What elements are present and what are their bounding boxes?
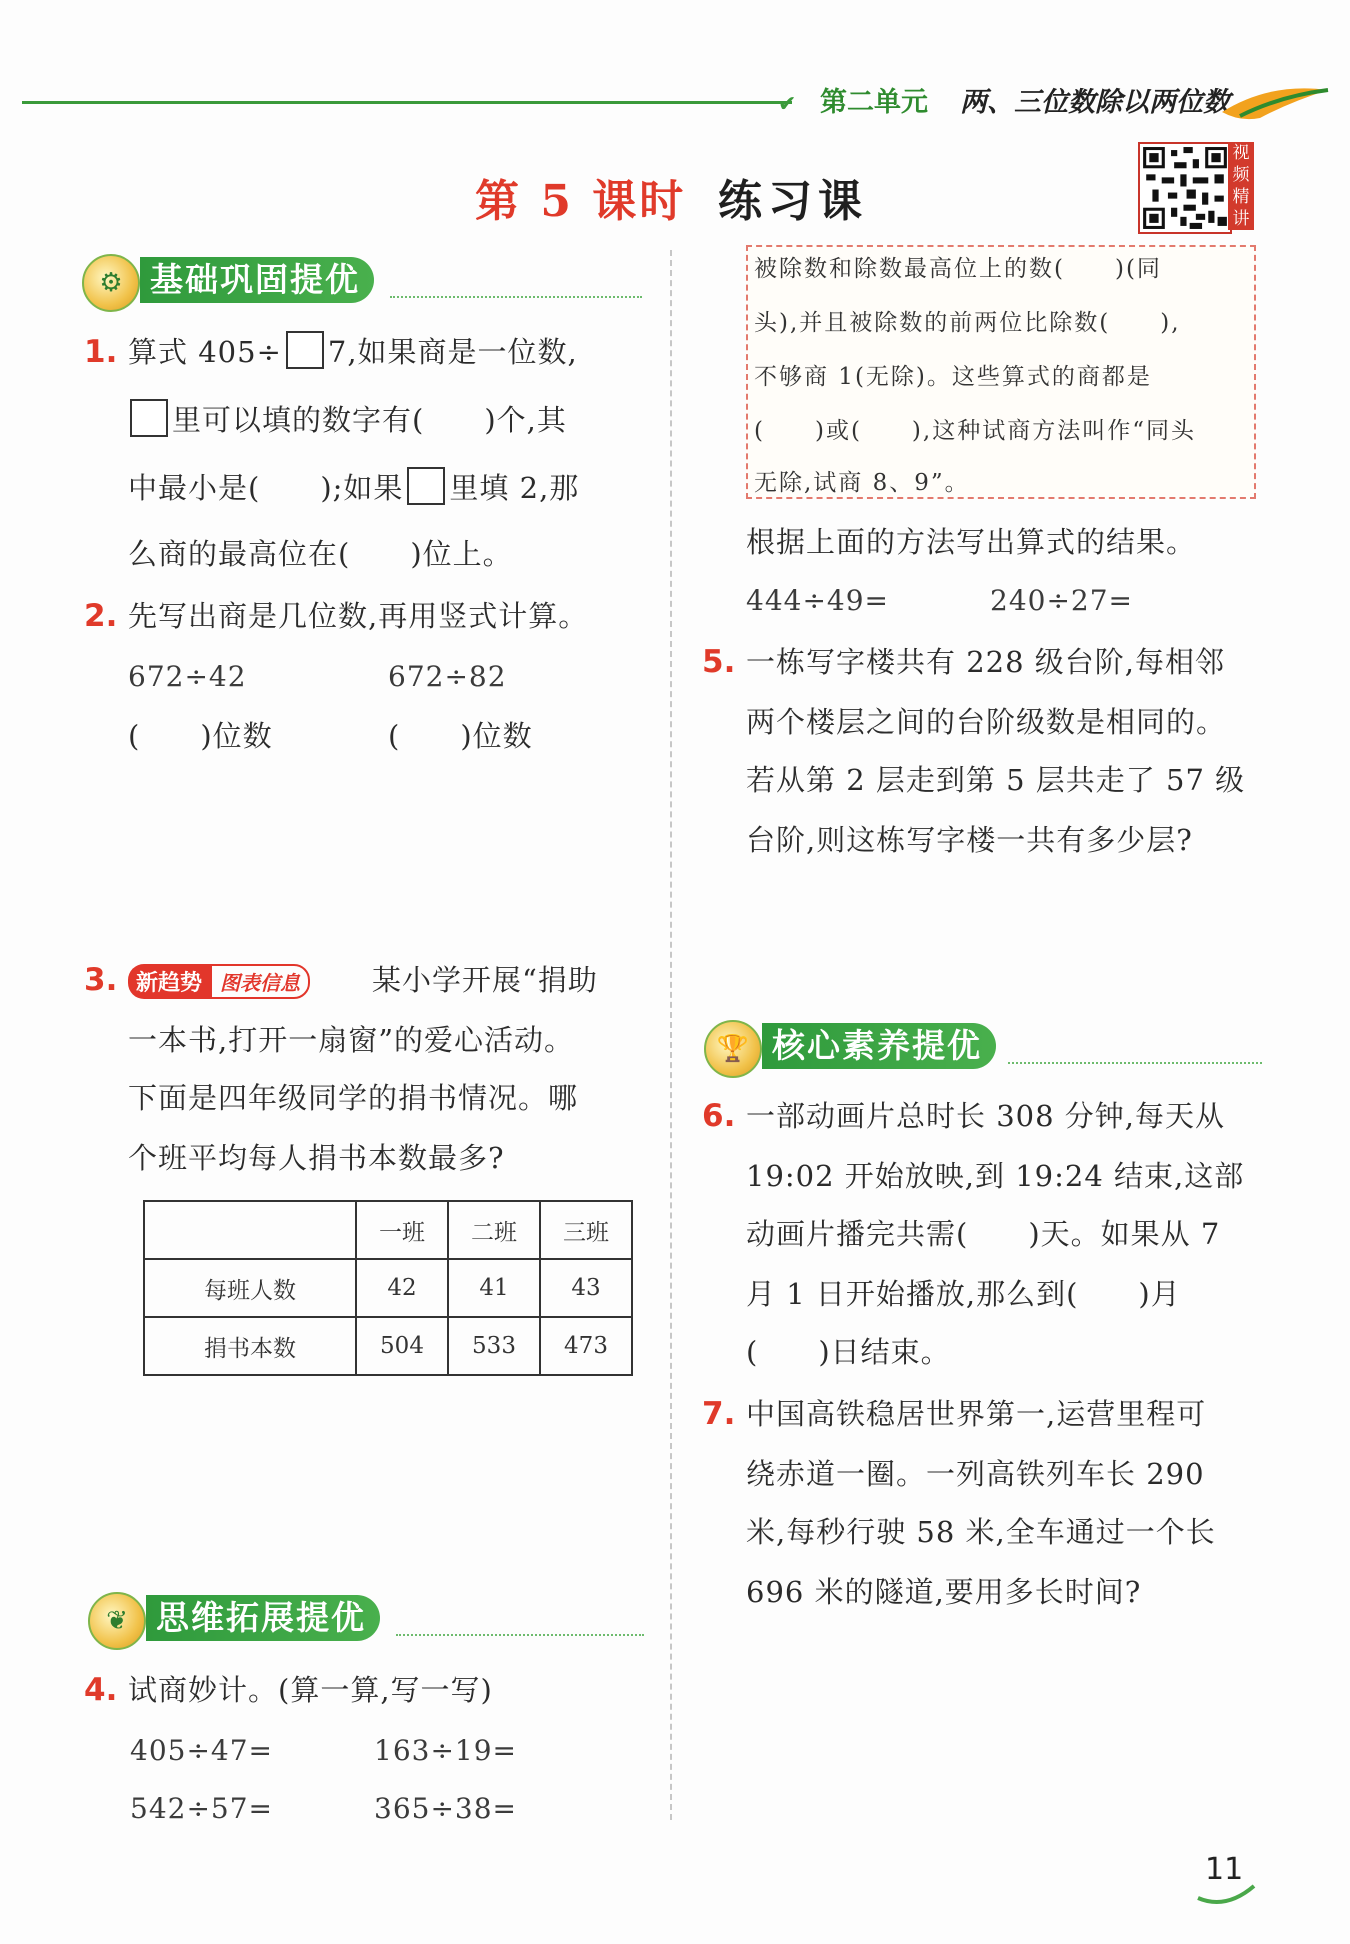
q6-line3: 动画片播完共需( )天。如果从 7 [746, 1217, 1221, 1251]
badge-new-trend: 新趋势 [128, 964, 210, 999]
q7-line2: 绕赤道一圈。一列高铁列车长 290 [746, 1457, 1205, 1491]
table-col-header: 二班 [448, 1201, 540, 1259]
question-number: 7. [702, 1396, 736, 1432]
q4b-eq2: 240÷27= [990, 584, 1133, 617]
question-number: 3. [84, 962, 118, 998]
table-row [144, 1317, 632, 1375]
q1-line3: 中最小是( );如果 里填 2,那 [128, 458, 579, 518]
q5-line4: 台阶,则这栋写字楼一共有多少层? [746, 823, 1193, 857]
table-row-label: 捐书本数 [144, 1317, 356, 1375]
tip-line2: 头),并且被除数的前两位比除数( ), [754, 310, 1181, 336]
q7-line1: 中国高铁稳居世界第一,运营里程可 [746, 1397, 1207, 1431]
qr-code-icon[interactable] [1138, 142, 1232, 234]
q6-line5: ( )日结束。 [746, 1335, 951, 1369]
q6-line4: 月 1 日开始播放,那么到( )月 [746, 1277, 1181, 1311]
tip-line3: 不够商 1(无除)。这些算式的商都是 [754, 364, 1152, 390]
table-col-header: 三班 [540, 1201, 632, 1259]
table-row-label: 每班人数 [144, 1259, 356, 1317]
table-corner-cell [144, 1201, 356, 1259]
answer-box[interactable] [130, 399, 168, 437]
q7-line3: 米,每秒行驶 58 米,全车通过一个长 [746, 1515, 1216, 1549]
question-number: 1. [84, 334, 118, 370]
unit-title: 两、三位数除以两位数 [960, 87, 1230, 118]
leaf-icon [1220, 82, 1330, 122]
section-thinking-title: 思维拓展提优 [146, 1595, 380, 1641]
q1-line1: 算式 405÷ 7,如果商是一位数, [128, 322, 578, 382]
check-icon: ✔ [778, 92, 797, 117]
q5-line1: 一栋写字楼共有 228 级台阶,每相邻 [746, 645, 1226, 679]
table-cell: 533 [448, 1317, 540, 1375]
table-cell: 43 [540, 1259, 632, 1317]
qr-video-label: 视频精讲 [1228, 142, 1254, 230]
q3-line3: 下面是四年级同学的捐书情况。哪 [128, 1081, 579, 1115]
q7-line4: 696 米的隧道,要用多长时间? [746, 1575, 1142, 1609]
q5-line2: 两个楼层之间的台阶级数是相同的。 [746, 705, 1227, 739]
question-number: 6. [702, 1098, 736, 1134]
q1-line2: 里可以填的数字有( )个,其 [128, 390, 567, 450]
q1-line4: 么商的最高位在( )位上。 [128, 537, 513, 571]
q2-answer1: ( )位数 [128, 719, 273, 753]
page-swoosh-icon [1196, 1884, 1256, 1908]
unit-label: 第二单元 [820, 87, 928, 118]
table-cell: 504 [356, 1317, 448, 1375]
gear-icon: ⚙ [82, 254, 140, 312]
q5-line3: 若从第 2 层走到第 5 层共走了 57 级 [746, 763, 1246, 797]
q6-line2: 19:02 开始放映,到 19:24 结束,这部 [746, 1159, 1245, 1193]
answer-box[interactable] [407, 467, 445, 505]
answer-box[interactable] [286, 331, 324, 369]
tip-line5: 无除,试商 8、9”。 [754, 470, 970, 496]
q4-eq2: 163÷19= [374, 1734, 517, 1767]
section-core-title: 核心素养提优 [762, 1023, 996, 1069]
q3-line2: 一本书,打开一扇窗”的爱心活动。 [128, 1023, 575, 1057]
question-number: 4. [84, 1672, 118, 1708]
trophy-icon: 🏆 [704, 1020, 762, 1078]
question-number: 2. [84, 598, 118, 634]
table-cell: 42 [356, 1259, 448, 1317]
q3-line4: 个班平均每人捐书本数最多? [128, 1141, 505, 1175]
table-header-row [144, 1201, 632, 1259]
q3-badge [128, 964, 310, 999]
table-cell: 473 [540, 1317, 632, 1375]
header-rule [22, 101, 792, 104]
q2-answer2: ( )位数 [388, 719, 533, 753]
section-basic-title: 基础巩固提优 [140, 257, 374, 303]
q4b-eq1: 444÷49= [746, 584, 889, 617]
q4-eq3: 542÷57= [130, 1792, 273, 1825]
q4-eq1: 405÷47= [130, 1734, 273, 1767]
q2-eq1: 672÷42 [128, 660, 247, 693]
table-col-header: 一班 [356, 1201, 448, 1259]
q4-eq4: 365÷38= [374, 1792, 517, 1825]
q2-eq2: 672÷82 [388, 660, 507, 693]
table-cell: 41 [448, 1259, 540, 1317]
q3-line1: 某小学开展“捐助 [372, 963, 598, 997]
table-row [144, 1259, 632, 1317]
q4-text: 试商妙计。(算一算,写一写) [128, 1673, 493, 1707]
sprout-icon: ❦ [88, 1592, 146, 1650]
column-divider [670, 250, 672, 1820]
tip-line1: 被除数和除数最高位上的数( )(同 [754, 256, 1162, 282]
q2-text: 先写出商是几位数,再用竖式计算。 [128, 599, 589, 633]
section-rule [1008, 1062, 1262, 1064]
page-number: 11 [1205, 1852, 1244, 1887]
badge-chart-info: 图表信息 [210, 964, 310, 999]
donation-table [143, 1200, 633, 1376]
lesson-name: 练习课 [718, 176, 868, 227]
section-rule [390, 296, 642, 298]
q6-line1: 一部动画片总时长 308 分钟,每天从 [746, 1099, 1226, 1133]
q4b-text: 根据上面的方法写出算式的结果。 [746, 525, 1197, 559]
lesson-number: 第 5 课时 [475, 176, 687, 227]
section-rule [396, 1634, 644, 1636]
tip-line4: ( )或( ),这种试商方法叫作“同头 [754, 418, 1196, 444]
question-number: 5. [702, 644, 736, 680]
